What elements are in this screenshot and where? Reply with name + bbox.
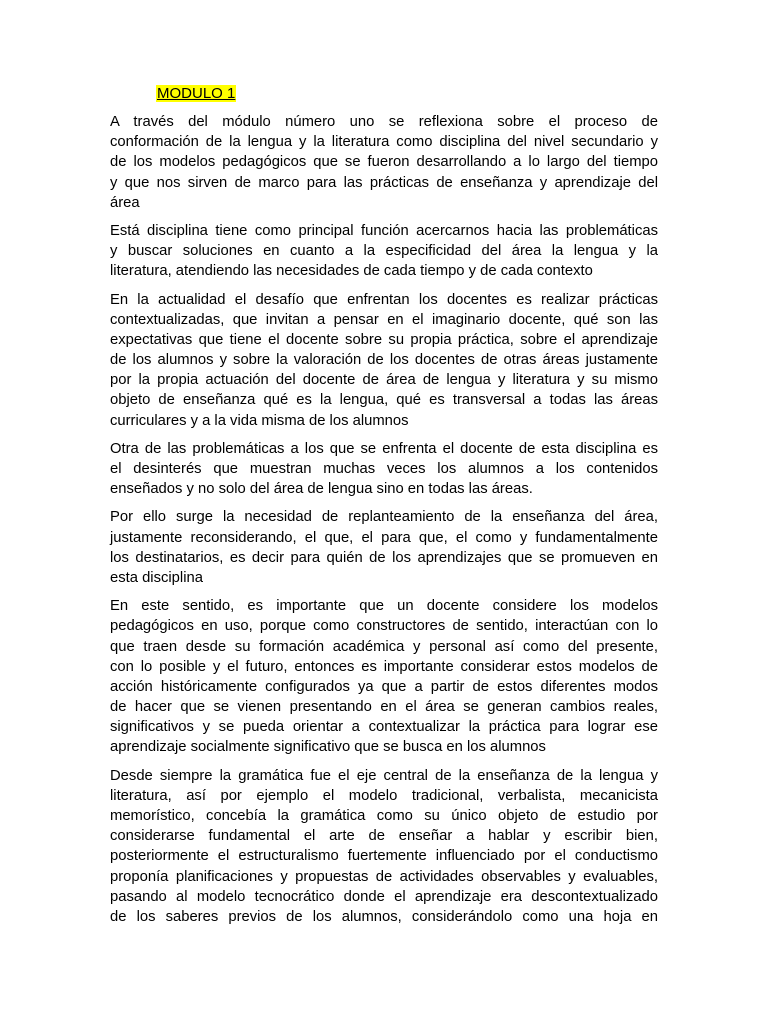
text-line: acción históricamente configurados ya que a partir de estos diferentes modos	[110, 678, 658, 695]
text-line: aprendizaje socialmente significativo que se busca en los alumnos	[110, 739, 546, 756]
text-line: contextualizadas, que invitan a pensar en el imaginario docente, qué son las	[110, 311, 658, 328]
text-line: y buscar soluciones en cuanto a la especificidad del área la lengua y la	[110, 243, 658, 260]
text-line: los destinatarios, es decir para quién de los aprendizajes que se promueven en	[110, 549, 658, 566]
paragraph	[110, 596, 658, 758]
text-line: Otra de las problemáticas a los que se enfrenta el docente de esta disciplina es	[110, 440, 658, 457]
text-line: proponía planificaciones y propuestas de actividades observables y evaluables,	[110, 868, 658, 885]
text-line: significativos y se pueda orientar a contextualizar la práctica para lograr ese	[110, 719, 658, 736]
text-line: conformación de la lengua y la literatura como disciplina del nivel secundario y	[110, 134, 658, 151]
text-line: con lo posible y el futuro, entonces es importante considerar estos modelos de	[110, 658, 658, 675]
text-line: memorístico, concebía la gramática como su único objeto de estudio por	[110, 808, 658, 824]
text-line: de hacer que se vienen presentando en el área se generan cambios reales,	[110, 699, 658, 716]
text-line: de los saberes previos de los alumnos, considerándolo como una hoja en	[110, 908, 658, 925]
text-line: posteriormente el estructuralismo fuertemente influenciado por el conductismo	[110, 848, 658, 865]
text-line: A través del módulo número uno se reflexiona sobre el proceso de	[110, 114, 658, 130]
paragraph	[110, 507, 658, 588]
text-line: literatura, atendiendo las necesidades de cada tiempo y de cada contexto	[110, 263, 593, 280]
text-line: por la propia actuación del docente de área de lengua y literatura y su mismo	[110, 372, 658, 389]
text-line: de los modelos pedagógicos que se fueron desarrollando a lo largo del tiempo	[110, 154, 658, 171]
paragraph	[110, 290, 658, 431]
paragraph	[110, 766, 658, 928]
text-line: pedagógicos en uso, porque como constructores de sentido, interactúan con lo	[110, 618, 658, 635]
text-line: expectativas que tiene el docente sobre su propia práctica, sobre el aprendizaje	[110, 331, 658, 348]
text-line: Está disciplina tiene como principal función acercarnos hacia las problemáticas	[110, 222, 658, 239]
text-line: literatura, así por ejemplo el modelo tradicional, verbalista, mecanicista	[110, 787, 658, 804]
paragraph	[110, 439, 658, 500]
text-line: de los alumnos y sobre la valoración de los docentes de otras áreas justamente	[110, 352, 658, 369]
text-line: Por ello surge la necesidad de replanteamiento de la enseñanza del área,	[110, 509, 658, 526]
paragraph	[110, 112, 658, 213]
text-line: pasando al modelo tecnocrático donde el aprendizaje era descontextualizado	[110, 888, 658, 905]
text-line: considerarse fundamental el arte de enseñar a hablar y escribir bien,	[110, 828, 658, 845]
text-line: esta disciplina	[110, 569, 203, 586]
text-line: área	[110, 194, 140, 211]
text-line: enseñados y no solo del área de lengua sino en todas las áreas.	[110, 481, 533, 498]
text-line: En este sentido, es importante que un docente considere los modelos	[110, 598, 658, 615]
document-body	[110, 112, 658, 935]
text-line: objeto de enseñanza qué es la lengua, qué es transversal a todas las áreas	[110, 392, 658, 409]
paragraph	[110, 221, 658, 282]
text-line: justamente reconsiderando, el que, el para que, el como y fundamentalmente	[110, 529, 658, 546]
text-line: y que nos sirven de marco para las prácticas de enseñanza y aprendizaje del	[110, 174, 658, 191]
text-line: el desinterés que muestran muchas veces los alumnos a los contenidos	[110, 461, 658, 477]
heading-wrap	[156, 84, 236, 104]
module-heading: MODULO 1	[157, 85, 236, 102]
text-line: que traen desde su formación académica y personal así como del presente,	[110, 638, 658, 655]
text-line: Desde siempre la gramática fue el eje central de la enseñanza de la lengua y	[110, 767, 658, 784]
text-line: curriculares y a la vida misma de los alumnos	[110, 412, 409, 429]
text-line: En la actualidad el desafío que enfrentan los docentes es realizar prácticas	[110, 291, 658, 308]
